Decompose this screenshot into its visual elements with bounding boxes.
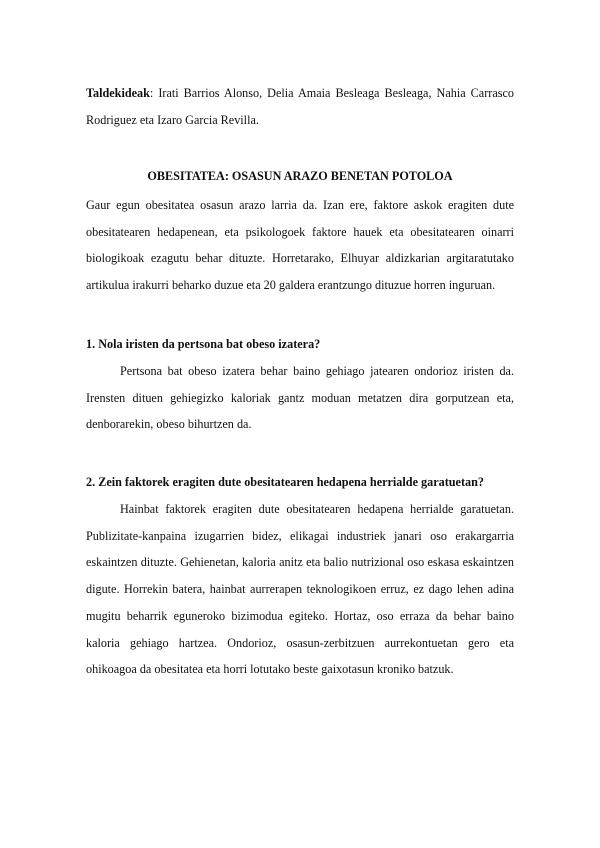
authors-names: : Irati Barrios Alonso, Delia Amaia Besleaga Besleaga, Nahia Carrasco Rodriguez eta Izaro Garcia Revilla.: [86, 86, 514, 127]
question-1-heading: 1. Nola iristen da pertsona bat obeso izatera?: [86, 337, 321, 351]
question-2-answer: Hainbat faktorek eragiten dute obesitatearen hedapena herrialde garatuetan. Publizitate-kanpaina izugarrien bidez, elikagai industriek janari oso erakargarria eskaintzen dituzte. Gehienetan, kaloria anitz eta balio nutrizional oso eskasa eskaintzen digute. Horrekin batera, hainbat aurrerapen teknologikoen erruz, ez dago lehen adina mugitu beharrik eguneroko bizimodua egiteko. Hortaz, oso erraza da behar baino kaloria gehiago hartzea. Ondorioz, osasun-zerbitzuen aurrekontuetan gero eta ohikoagoa da obesitatea eta horri lotutako beste gaixotasun kroniko batzuk.: [86, 502, 514, 677]
authors-label: Taldekideak: [86, 86, 150, 100]
authors-line: [86, 80, 514, 133]
intro-paragraph: Gaur egun obesitatea osasun arazo larria da. Izan ere, faktore askok eragiten dute obesitatearen hedapenean, eta psikologoek faktore hauek eta obesitatearen oinarri biologikoak ezagutu behar dituzte. Horretarako, Elhuyar aldizkarian argitaratutako artikulua irakurri beharko duzue eta 20 galdera erantzungo dituzue horren inguruan.: [86, 198, 514, 293]
question-2-heading: 2. Zein faktorek eragiten dute obesitatearen hedapena herrialde garatuetan?: [86, 475, 484, 489]
question-1-answer: Pertsona bat obeso izatera behar baino gehiago jatearen ondorioz iristen da. Irensten dituen gehiegizko kaloriak gantz moduan metatzen dira gorputzean eta, denborarekin, obeso bihurtzen da.: [86, 364, 514, 432]
document-title: OBESITATEA: OSASUN ARAZO BENETAN POTOLOA: [147, 169, 453, 183]
